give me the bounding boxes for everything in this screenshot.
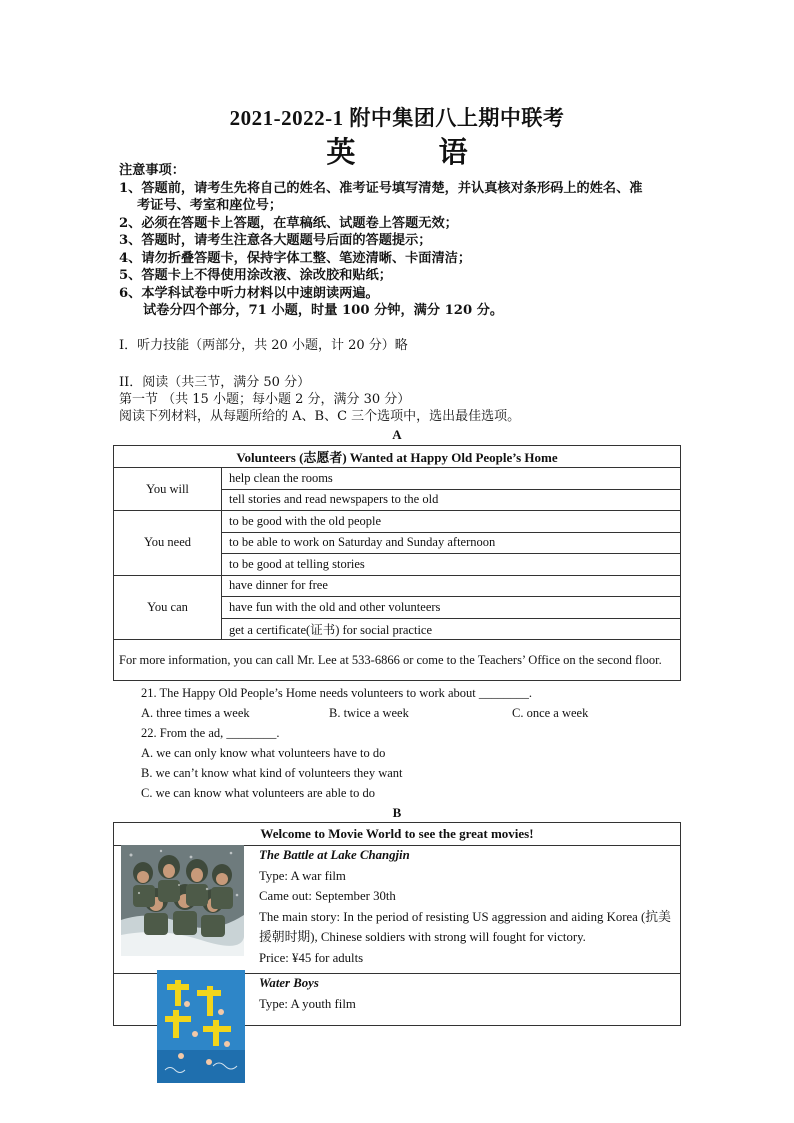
movie-1-release: Came out: September 30th [259, 889, 396, 904]
movie-1-title: The Battle at Lake Changjin [259, 848, 410, 862]
note-item: 6、本学科试卷中听力材料以中速朗读两遍。 [119, 285, 379, 301]
reading-instructions: 阅读下列材料，从每题所给的 A、B、C 三个选项中，选出最佳选项。 [119, 409, 521, 424]
passage-b-letter: B [392, 805, 402, 820]
note-item: 3、答题时，请考生注意各大题题号后面的答题提示； [119, 233, 432, 248]
subject-title: 英 语 [326, 137, 506, 169]
ad-row: to be good with the old people [222, 511, 681, 533]
movie-1-info [259, 845, 679, 969]
question-22-stem: 22. From the ad, ________. [141, 726, 280, 740]
question-22-option-b: B. we can’t know what kind of volunteers they want [141, 766, 403, 780]
question-22-option-a: A. we can only know what volunteers have to do [141, 746, 386, 760]
notes-block [119, 162, 689, 320]
ad-row: to be good at telling stories [222, 554, 681, 576]
ad-row: have fun with the old and other volunteers [222, 597, 681, 619]
question-22-option-c: C. we can know what volunteers are able to do [141, 786, 375, 800]
ad-info: For more information, you can call Mr. Lee at 533-6866 or come to the Teachers’ Office on the second floor. [114, 640, 681, 681]
note-item: 试卷分四个部分，71 小题，时量 100 分钟，满分 120 分。 [143, 303, 504, 318]
reading-section [119, 374, 520, 425]
question-21-option-a: A. three times a week [141, 706, 250, 720]
movie-1-type: Type: A war film [259, 868, 346, 883]
reading-title: II．阅读（共三节，满分 50 分） [119, 375, 311, 390]
question-21-option-b: B. twice a week [329, 706, 409, 720]
swimmers-illustration [157, 970, 245, 1083]
listening-section: I．听力技能（两部分，共 20 小题，计 20 分）略 [119, 338, 408, 353]
note-item: 5、答题卡上不得使用涂改液、涂改胶和贴纸； [119, 268, 392, 283]
movie-1-story: The main story: In the period of resisting US aggression and aiding Korea (抗美援朝时期), Chinese soldiers with strong will fought for victory. [259, 909, 671, 945]
note-item: 考证号、考室和座位号； [137, 198, 283, 213]
ad-group-label: You need [114, 511, 222, 576]
movie-1-price: Price: ¥45 for adults [259, 950, 364, 965]
movie-2-type: Type: A youth film [259, 996, 356, 1011]
movie-2-info [259, 973, 679, 1014]
movie-header: Welcome to Movie World to see the great movies! [114, 823, 680, 846]
exam-title: 2021-2022-1 附中集团八上期中联考 [229, 106, 565, 130]
note-item: 1、答题前，请考生先将自己的姓名、准考证号填写清楚，并认真核对条形码上的姓名、准 [119, 180, 643, 196]
ad-row: tell stories and read newspapers to the old [222, 489, 681, 511]
battle-lake-changjin-poster [121, 845, 244, 956]
ad-header: Volunteers (志愿者) Wanted at Happy Old People’s Home [114, 446, 681, 468]
question-21-option-c: C. once a week [512, 706, 589, 720]
note-item: 4、请勿折叠答题卡，保持字体工整、笔迹清晰、卡面清洁； [119, 250, 472, 266]
notes-heading: 注意事项： [119, 163, 185, 178]
water-boys-poster [157, 970, 245, 1083]
ad-row: get a certificate(证书) for social practice [222, 618, 681, 640]
soldiers-illustration [121, 845, 244, 956]
movie-2-title: Water Boys [259, 976, 319, 990]
reading-part1: 第一节 （共 15 小题；每小题 2 分，满分 30 分） [119, 392, 411, 407]
volunteer-ad-table [113, 445, 681, 681]
ad-row: to be able to work on Saturday and Sunday afternoon [222, 532, 681, 554]
note-item: 2、必须在答题卡上答题，在草稿纸、试题卷上答题无效； [119, 215, 458, 231]
passage-a-letter: A [392, 427, 402, 442]
ad-row: help clean the rooms [222, 468, 681, 490]
ad-row: have dinner for free [222, 575, 681, 597]
ad-group-label: You will [114, 468, 222, 511]
question-21-stem: 21. The Happy Old People’s Home needs volunteers to work about ________. [141, 686, 533, 700]
ad-group-label: You can [114, 575, 222, 640]
